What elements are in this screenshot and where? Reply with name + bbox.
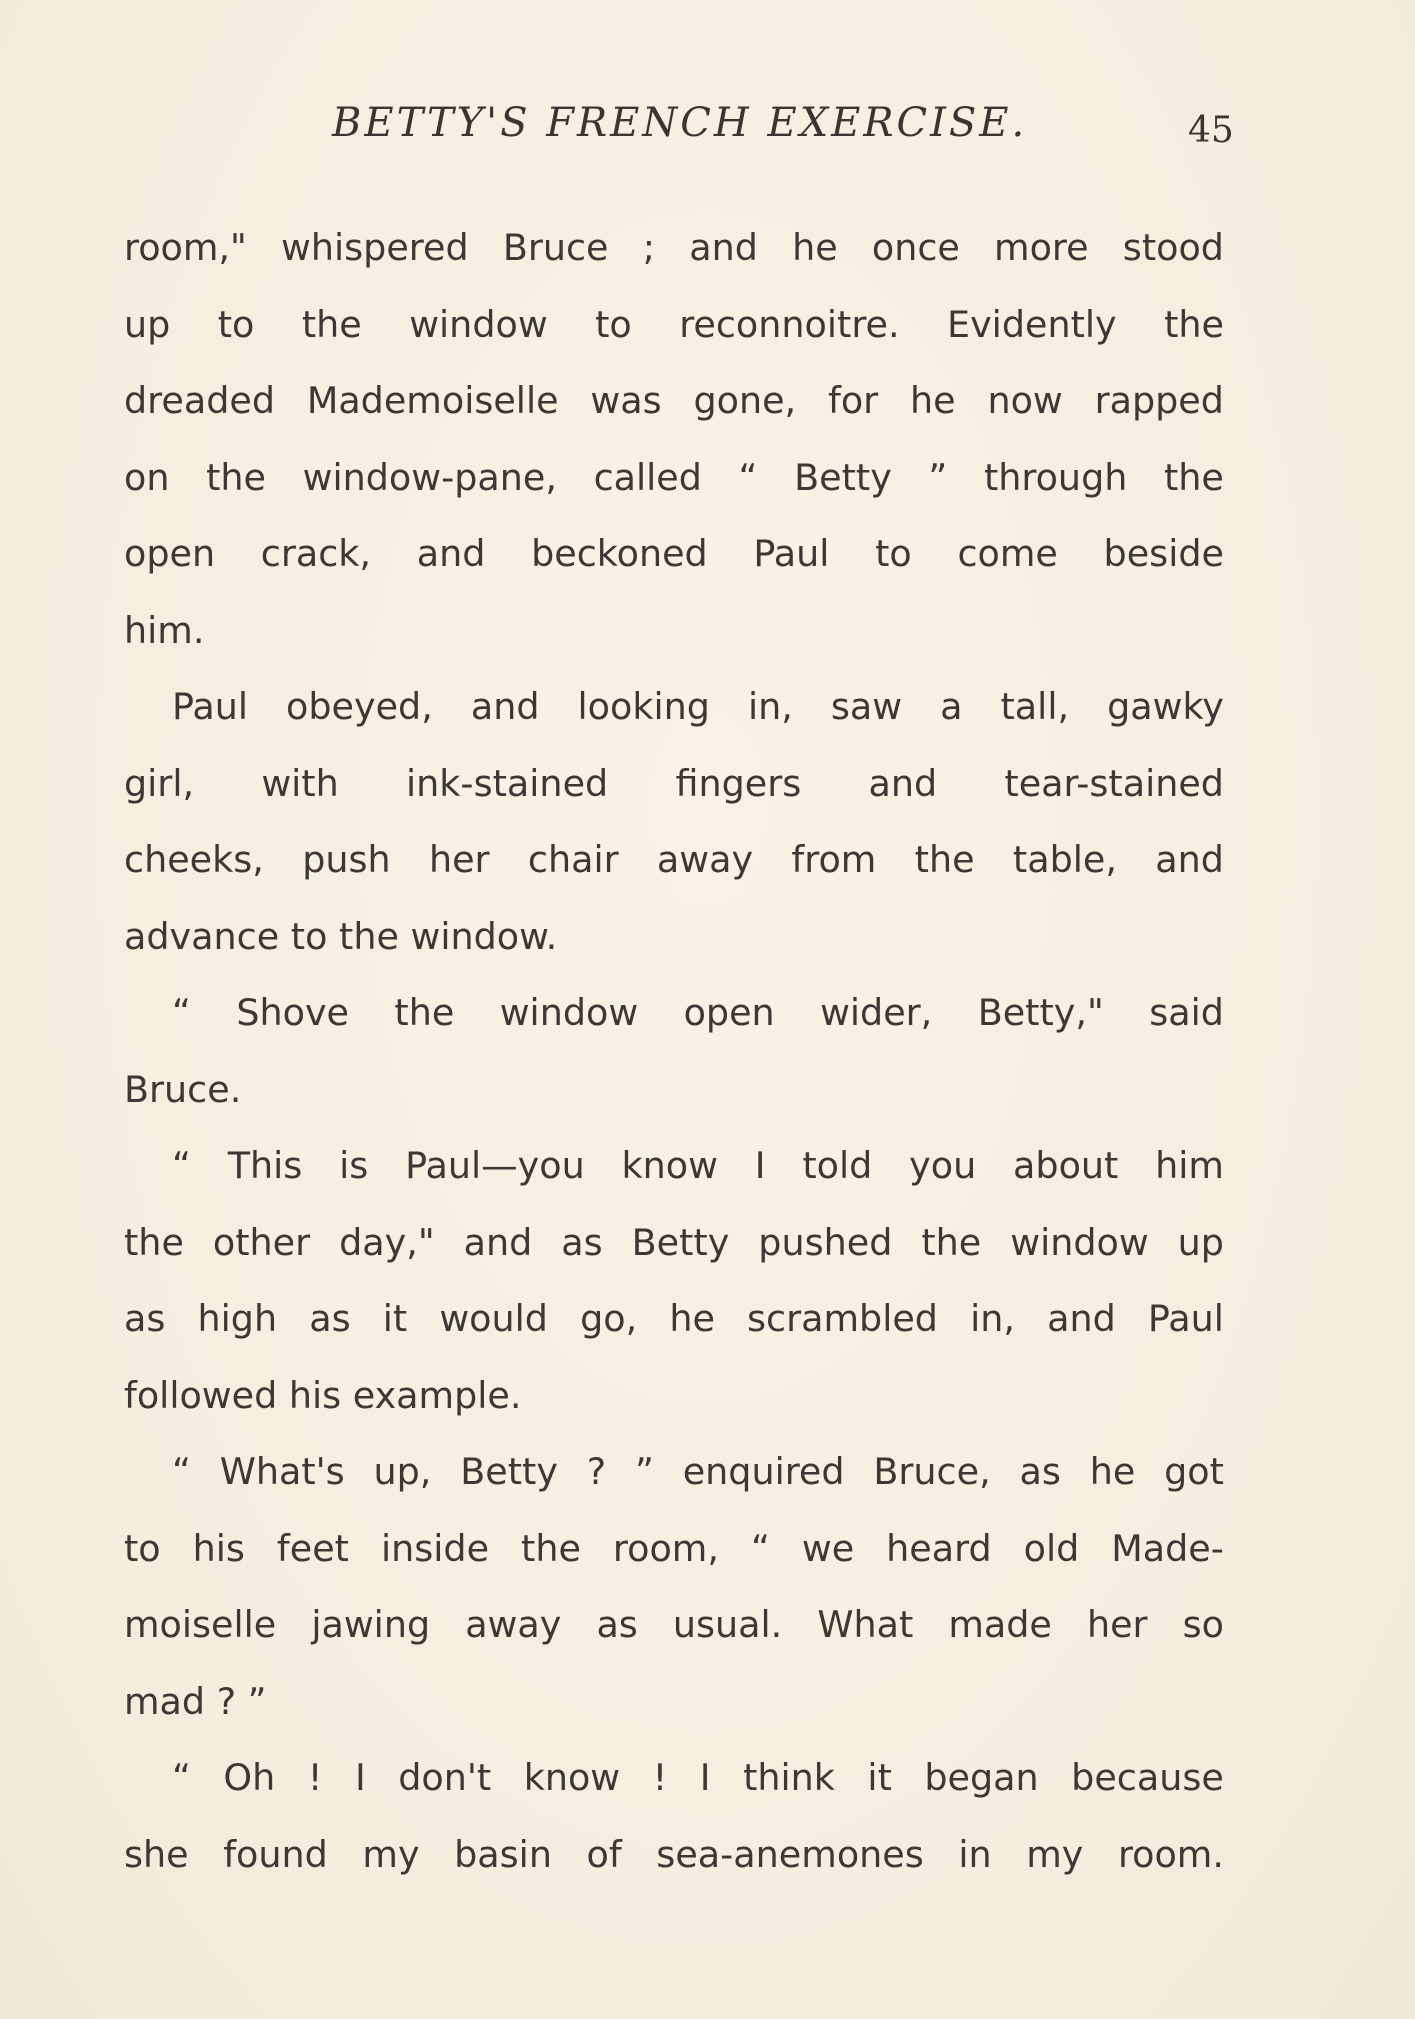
text-line: the other day," and as Betty pushed the window up: [124, 1220, 1224, 1264]
text-line: “ Oh ! I don't know ! I think it began because: [172, 1756, 1224, 1799]
text-line: on the window-pane, called “ Betty ” through the: [124, 455, 1224, 499]
text-line: girl, with ink-stained fingers and tear-stained: [124, 761, 1224, 805]
text-line: dreaded Mademoiselle was gone, for he now rapped: [124, 379, 1224, 422]
text-line: Paul obeyed, and looking in, saw a tall, gawky: [172, 685, 1224, 728]
text-line: up to the window to reconnoitre. Evidently the: [124, 302, 1224, 346]
text-line: as high as it would go, he scrambled in, and Paul: [124, 1297, 1224, 1340]
text-line: open crack, and beckoned Paul to come beside: [124, 532, 1224, 575]
text-line: cheeks, push her chair away from the table, and: [124, 838, 1224, 881]
text-line: moiselle jawing away as usual. What made her so: [124, 1603, 1224, 1646]
running-head: [0, 100, 1415, 160]
text-line: Bruce.: [124, 1067, 242, 1111]
body-text: [124, 210, 1224, 1893]
text-line: she found my basin of sea-anemones in my room.: [124, 1832, 1224, 1876]
text-line: him.: [124, 608, 205, 652]
running-title: BETTY'S FRENCH EXERCISE.: [332, 100, 1028, 146]
text-line: “ This is Paul—you know I told you about him: [172, 1144, 1224, 1187]
text-line: room," whispered Bruce ; and he once more stood: [124, 226, 1224, 269]
text-line: “ What's up, Betty ? ” enquired Bruce, as he got: [172, 1450, 1224, 1493]
text-line: mad ? ”: [124, 1679, 267, 1723]
text-line: to his feet inside the room, “ we heard old Made-: [124, 1526, 1224, 1570]
page-number: 45: [1188, 110, 1234, 151]
text-line: followed his example.: [124, 1373, 522, 1417]
text-line: “ Shove the window open wider, Betty," said: [172, 991, 1224, 1034]
text-line: advance to the window.: [124, 914, 558, 958]
